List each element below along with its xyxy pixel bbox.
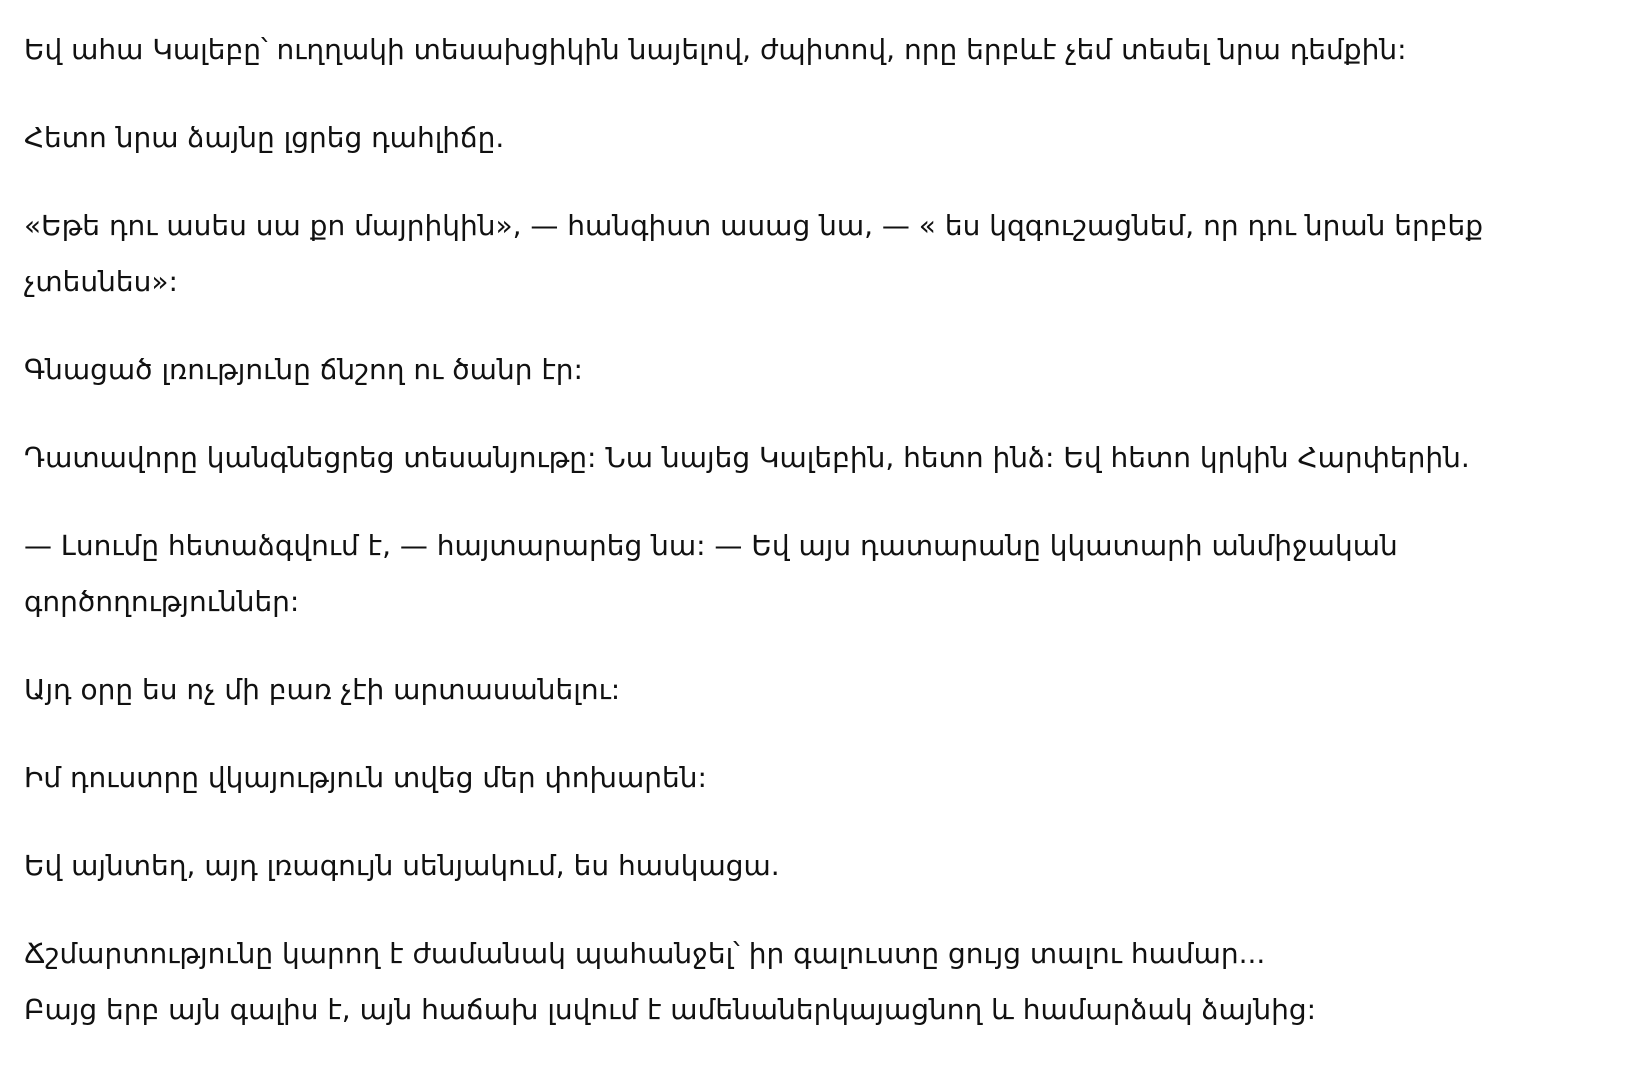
document-body: [24, 22, 1584, 1038]
paragraph-8: Իմ դուստրը վկայություն տվեց մեր փոխարեն:: [24, 761, 707, 794]
paragraph-3: «Եթե դու ասես սա քո մայրիկին», — հանգիստ ասաց նա, — « ես կզգուշացնեմ, որ դու նրան երբեք չտեսնես»:: [24, 209, 1484, 298]
paragraph-6: — Լսումը հետաձգվում է, — հայտարարեց նա: — Եվ այս դատարանը կկատարի անմիջական գործողություններ:: [24, 529, 1398, 618]
paragraph-9: Եվ այնտեղ, այդ լռագույն սենյակում, ես հասկացա.: [24, 849, 780, 882]
paragraph-11: Բայց երբ այն գալիս է, այն հաճախ լսվում է ամենաներկայացնող և համարձակ ձայնից:: [24, 993, 1317, 1026]
paragraph-2: Հետո նրա ձայնը լցրեց դահլիճը.: [24, 121, 505, 154]
paragraph-4: Գնացած լռությունը ճնշող ու ծանր էր:: [24, 353, 583, 386]
paragraph-1: Եվ ահա Կալեբը՝ ուղղակի տեսախցիկին նայելով, ժպիտով, որը երբևէ չեմ տեսել նրա դեմքին:: [24, 33, 1407, 66]
paragraph-10: Ճշմարտությունը կարող է ժամանակ պահանջել՝ իր գալուստը ցույց տալու համար...: [24, 937, 1266, 970]
paragraph-5: Դատավորը կանգնեցրեց տեսանյութը: Նա նայեց Կալեբին, հետո ինձ: Եվ հետո կրկին Հարփերին.: [24, 441, 1470, 474]
paragraph-7: Այդ օրը ես ոչ մի բառ չէի արտասանելու:: [24, 673, 621, 706]
